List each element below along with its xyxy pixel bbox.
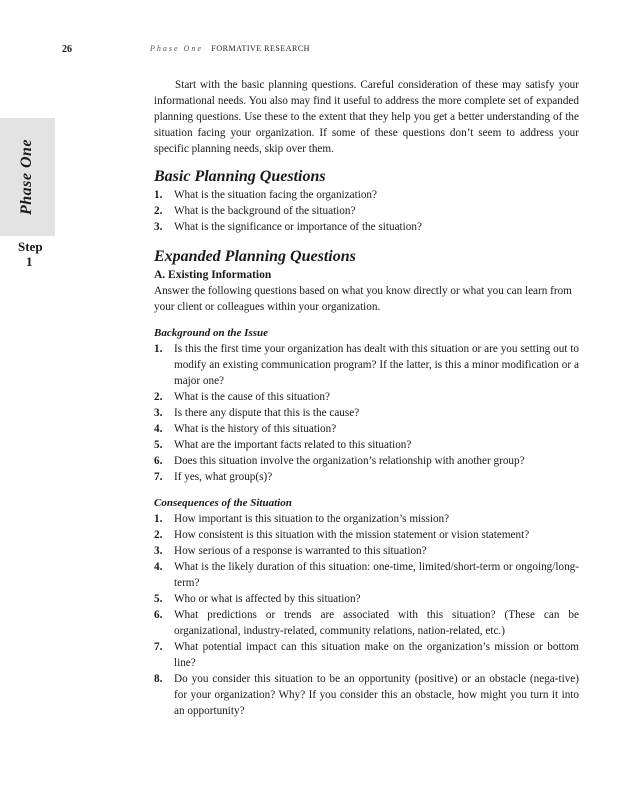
item-text: What potential impact can this situation make on the organization’s mission or bottom line?	[174, 641, 579, 669]
item-text: How serious of a response is warranted to this situation?	[174, 545, 427, 557]
list-item	[154, 405, 579, 421]
item-number: 4.	[154, 561, 163, 573]
list-item	[154, 543, 579, 559]
item-number: 3.	[154, 407, 163, 419]
item-number: 1.	[154, 343, 163, 355]
item-number: 2.	[154, 205, 163, 217]
item-text: Is this the first time your organization has dealt with this situation or are you setting out to modify an existing communication program? If the latter, is this a minor modification or a major one?	[174, 343, 579, 387]
intro-paragraph: Start with the basic planning questions. Careful consideration of these may satisfy your informational needs. You also may find it useful to address the more complete set of expanded planning questions. Use these to the extent that they help you get a better understanding of the situation facing your organization. If some of these questions don’t seem to address your specific planning needs, skip over them.	[154, 79, 579, 155]
item-text: What is the significance or importance of the situation?	[174, 221, 422, 233]
consequences-questions-list	[154, 511, 579, 719]
item-text: What is the cause of this situation?	[174, 391, 330, 403]
list-item	[154, 187, 579, 203]
item-text: What is the situation facing the organization?	[174, 189, 377, 201]
item-number: 1.	[154, 513, 163, 525]
item-text: Does this situation involve the organization’s relationship with another group?	[174, 455, 525, 467]
basic-questions-list	[154, 187, 579, 235]
item-text: How consistent is this situation with the mission statement or vision statement?	[174, 529, 530, 541]
page-number: 26	[62, 44, 72, 55]
consequences-heading: Consequences of the Situation	[154, 497, 292, 509]
step-number: 1	[26, 254, 33, 269]
item-number: 8.	[154, 673, 163, 685]
item-number: 4.	[154, 423, 163, 435]
item-text: What predictions or trends are associated with this situation? (These can be organizational, industry-related, community relations, nation-related, etc.)	[174, 609, 579, 637]
list-item	[154, 437, 579, 453]
item-number: 6.	[154, 609, 163, 621]
phase-tab-label: Phase One	[18, 138, 35, 216]
running-header	[0, 44, 643, 58]
list-item	[154, 527, 579, 543]
item-text: If yes, what group(s)?	[174, 471, 273, 483]
list-item	[154, 219, 579, 235]
list-item	[154, 341, 579, 389]
list-item	[154, 639, 579, 671]
existing-information-paragraph: Answer the following questions based on what you know directly or what you can learn from your client or colleagues within your organization.	[154, 285, 572, 313]
background-questions-list	[154, 341, 579, 485]
item-text: What is the history of this situation?	[174, 423, 337, 435]
item-number: 3.	[154, 545, 163, 557]
running-head	[150, 44, 310, 53]
step-label: Step	[18, 239, 43, 254]
item-number: 5.	[154, 439, 163, 451]
list-item	[154, 469, 579, 485]
background-heading: Background on the Issue	[154, 327, 269, 339]
item-number: 5.	[154, 593, 163, 605]
list-item	[154, 453, 579, 469]
item-text: What is the likely duration of this situation: one-time, limited/short-term or ongoing/long-term?	[174, 561, 579, 589]
item-text: What are the important facts related to this situation?	[174, 439, 412, 451]
item-text: How important is this situation to the organization’s mission?	[174, 513, 450, 525]
item-number: 3.	[154, 221, 163, 233]
page-content	[154, 77, 579, 719]
list-item	[154, 607, 579, 639]
running-head-phase: Phase One	[150, 44, 203, 53]
item-text: What is the background of the situation?	[174, 205, 356, 217]
item-number: 7.	[154, 641, 163, 653]
basic-questions-heading: Basic Planning Questions	[154, 168, 326, 185]
list-item	[154, 389, 579, 405]
item-text: Who or what is affected by this situation?	[174, 593, 361, 605]
item-number: 7.	[154, 471, 163, 483]
list-item	[154, 203, 579, 219]
list-item	[154, 591, 579, 607]
item-text: Is there any dispute that this is the cause?	[174, 407, 360, 419]
item-number: 6.	[154, 455, 163, 467]
existing-information-subheading: A. Existing Information	[154, 269, 272, 281]
item-number: 1.	[154, 189, 163, 201]
item-number: 2.	[154, 529, 163, 541]
item-text: Do you consider this situation to be an opportunity (positive) or an obstacle (nega-tive) for your organization? Why? If you consider this an obstacle, how might you turn it into an opportunity?	[174, 673, 579, 717]
list-item	[154, 511, 579, 527]
list-item	[154, 559, 579, 591]
list-item	[154, 671, 579, 719]
running-head-section: FORMATIVE RESEARCH	[211, 44, 310, 53]
expanded-questions-heading: Expanded Planning Questions	[154, 248, 356, 265]
list-item	[154, 421, 579, 437]
item-number: 2.	[154, 391, 163, 403]
